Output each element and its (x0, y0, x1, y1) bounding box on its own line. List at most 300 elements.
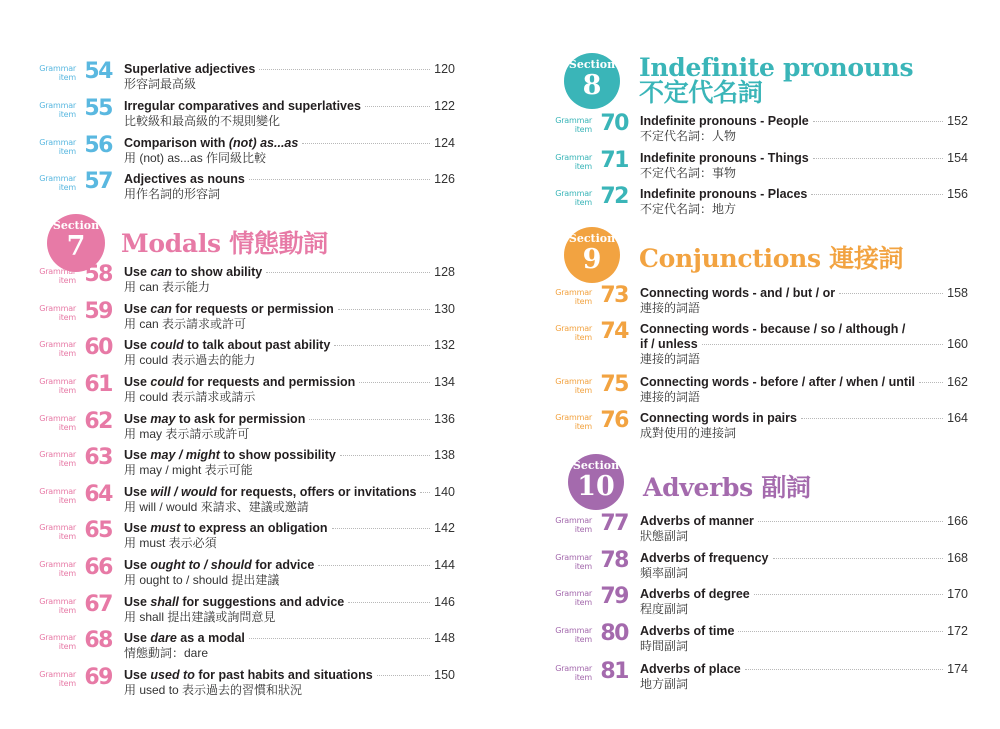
entry-title-italic: used to (150, 668, 195, 682)
section-9-badge-icon (564, 227, 620, 283)
entry-chinese-subtitle: 用 may / might 表示可能 (124, 463, 253, 477)
entry-title-row (640, 514, 968, 529)
entry-title-text: Use (124, 412, 151, 426)
page-number[interactable]: 124 (434, 136, 455, 150)
entry-title-text: Adjectives as nouns (124, 172, 245, 186)
entry-title-row (640, 114, 968, 129)
grammar-label-line2: item (58, 147, 76, 156)
dot-leader (919, 382, 943, 383)
grammar-label-line2: item (58, 496, 76, 505)
entry-title-text: Irregular comparatives and superlatives (124, 99, 361, 113)
page-number[interactable]: 140 (434, 485, 455, 499)
dot-leader (359, 382, 430, 383)
grammar-label-line1: Grammar (555, 116, 592, 125)
entry-title-text: Indefinite pronouns - Things (640, 151, 809, 165)
entry-chinese-subtitle: 不定代名詞：地方 (640, 202, 737, 216)
entry-text (124, 265, 455, 295)
page-number[interactable]: 130 (434, 302, 455, 316)
grammar-label-line2: item (58, 606, 76, 615)
page-number[interactable]: 170 (947, 587, 968, 601)
grammar-label-line2: item (574, 562, 592, 571)
entry-title-italic: may / might (150, 448, 220, 462)
entry-title-text: Use (124, 668, 151, 682)
page-number[interactable]: 142 (434, 521, 455, 535)
entry-title-italic: ought to / should (150, 558, 252, 572)
entry-title-text: Use (124, 448, 151, 462)
entry-title[interactable] (640, 551, 769, 566)
grammar-label-line1: Grammar (555, 626, 592, 635)
entry-text (124, 136, 455, 166)
dot-leader (773, 558, 944, 559)
section-number: 9 (582, 244, 602, 275)
grammar-item-badge (39, 96, 112, 129)
grammar-item-label (555, 153, 592, 171)
entry-chinese-subtitle: 連接的詞語 (640, 390, 701, 404)
grammar-item-label (555, 324, 592, 342)
page-number[interactable]: 132 (434, 338, 455, 352)
grammar-label-line2: item (58, 73, 76, 82)
entry-title-row (640, 151, 968, 166)
entry-text (124, 595, 455, 625)
toc-entry-78[interactable] (555, 548, 968, 587)
toc-entry-54[interactable] (39, 59, 455, 98)
entry-title[interactable] (124, 136, 298, 151)
grammar-item-number: 80 (600, 621, 628, 646)
entry-title[interactable] (124, 338, 330, 353)
entry-title[interactable] (640, 151, 809, 166)
grammar-label-line2: item (58, 349, 76, 358)
grammar-label-line2: item (574, 162, 592, 171)
grammar-label-line2: item (574, 673, 592, 682)
grammar-item-label (39, 597, 76, 615)
entry-title-italic: can (150, 265, 172, 279)
toc-entry-57[interactable] (39, 169, 455, 208)
toc-entry-64[interactable] (39, 482, 455, 521)
toc-entry-73[interactable] (555, 283, 968, 322)
toc-entry-59[interactable] (39, 299, 455, 338)
grammar-label-line2: item (58, 423, 76, 432)
dot-leader (334, 345, 430, 346)
toc-entry-61[interactable] (39, 372, 455, 411)
dot-leader (811, 194, 943, 195)
grammar-item-number: 78 (600, 548, 628, 573)
entry-title-row (124, 668, 455, 683)
section-8-title-zh: 不定代名詞 (639, 78, 763, 107)
right-page (500, 0, 1000, 729)
page-number[interactable]: 154 (947, 151, 968, 165)
entry-title-row (124, 99, 455, 114)
grammar-item-badge (555, 408, 628, 441)
toc-entry-68[interactable] (39, 628, 455, 667)
grammar-item-label (555, 189, 592, 207)
grammar-label-line1: Grammar (39, 633, 76, 642)
toc-entry-62[interactable] (39, 409, 455, 448)
dot-leader (754, 594, 943, 595)
dot-leader (420, 492, 430, 493)
grammar-item-number: 67 (84, 592, 112, 617)
entry-title[interactable] (640, 411, 797, 426)
toc-entry-75[interactable] (555, 372, 968, 411)
entry-text (124, 99, 455, 129)
entry-title[interactable] (124, 412, 305, 427)
entry-title-text: Adverbs of time (640, 624, 735, 638)
entry-title[interactable] (124, 302, 334, 317)
grammar-label-line1: Grammar (555, 553, 592, 562)
entry-text (124, 668, 455, 698)
entry-chinese-subtitle: 連接的詞語 (640, 352, 701, 366)
dot-leader (377, 675, 430, 676)
entry-chinese-subtitle: 形容詞最高級 (124, 77, 197, 91)
grammar-item-badge (555, 111, 628, 144)
page-number[interactable]: 164 (947, 411, 968, 425)
entry-chinese-subtitle: 用 could 表示過去的能力 (124, 353, 256, 367)
grammar-item-number: 72 (600, 184, 628, 209)
section-number: 10 (577, 471, 615, 502)
entry-text (640, 662, 968, 692)
toc-entry-76[interactable] (555, 408, 968, 447)
page-number[interactable]: 120 (434, 62, 455, 76)
toc-entry-58[interactable] (39, 262, 455, 301)
grammar-label-line1: Grammar (555, 153, 592, 162)
grammar-item-label (39, 174, 76, 192)
dot-leader (332, 528, 431, 529)
section-number: 8 (582, 70, 602, 101)
entry-title-italic: dare (150, 631, 177, 645)
entry-title-row (124, 172, 455, 187)
dot-leader (365, 106, 430, 107)
entry-title[interactable] (124, 62, 255, 77)
entry-chinese-subtitle: 不定代名詞：人物 (640, 129, 737, 143)
page-number[interactable]: 144 (434, 558, 455, 572)
toc-entry-67[interactable] (39, 592, 455, 631)
page-number[interactable]: 136 (434, 412, 455, 426)
entry-chinese-subtitle: 用 used to 表示過去的習慣和狀況 (124, 683, 303, 697)
entry-title-text: Adverbs of manner (640, 514, 754, 528)
entry-chinese-subtitle: 不定代名詞：事物 (640, 166, 737, 180)
entry-text (124, 412, 455, 442)
toc-entry-56[interactable] (39, 133, 455, 172)
grammar-label-line2: item (574, 598, 592, 607)
entry-title-text: Use (124, 521, 151, 535)
grammar-item-number: 60 (84, 335, 112, 360)
entry-title[interactable] (124, 172, 245, 187)
grammar-label-line1: Grammar (39, 174, 76, 183)
entry-title-text: Use (124, 558, 151, 572)
dot-leader (758, 521, 943, 522)
entry-title-text: Use (124, 485, 151, 499)
entry-chinese-subtitle: 用 may 表示請示或許可 (124, 427, 250, 441)
page-number[interactable]: 156 (947, 187, 968, 201)
page-number[interactable]: 172 (947, 624, 968, 638)
dot-leader (839, 293, 943, 294)
entry-chinese-subtitle: 用作名詞的形容詞 (124, 187, 221, 201)
entry-text (640, 151, 968, 181)
grammar-item-label (39, 101, 76, 119)
grammar-label-line2: item (574, 125, 592, 134)
page-number[interactable]: 128 (434, 265, 455, 279)
entry-text (640, 114, 968, 144)
entry-title[interactable] (640, 514, 754, 529)
page-number[interactable]: 174 (947, 662, 968, 676)
entry-title-text-post: to show possibility (219, 448, 336, 462)
entry-title-row (124, 338, 455, 353)
entry-title-text: if / unless (640, 337, 698, 351)
entry-title-italic: can (150, 302, 172, 316)
dot-leader (738, 631, 943, 632)
entry-title-italic: (not) as...as (228, 136, 299, 150)
entry-title-row (640, 286, 968, 301)
grammar-item-label (39, 560, 76, 578)
entry-title[interactable] (640, 286, 835, 301)
grammar-label-line2: item (58, 532, 76, 541)
entry-chinese-subtitle: 狀態副詞 (640, 529, 689, 543)
entry-title-row (124, 265, 455, 280)
toc-entry-60[interactable] (39, 335, 455, 374)
grammar-item-badge (39, 518, 112, 551)
grammar-label-line2: item (574, 333, 592, 342)
grammar-item-label (39, 487, 76, 505)
entry-text (640, 587, 968, 617)
grammar-item-badge (39, 592, 112, 625)
entry-title[interactable] (124, 521, 328, 536)
entry-text (124, 521, 455, 551)
page-number[interactable]: 126 (434, 172, 455, 186)
toc-entry-69[interactable] (39, 665, 455, 704)
grammar-item-badge (39, 445, 112, 478)
page-number[interactable]: 134 (434, 375, 455, 389)
entry-title[interactable] (124, 448, 336, 463)
entry-text (640, 551, 968, 581)
entry-title-line1: Connecting words - because / so / although / (640, 322, 906, 336)
entry-title-text: Use (124, 338, 151, 352)
grammar-item-number: 63 (84, 445, 112, 470)
grammar-item-number: 75 (600, 372, 628, 397)
entry-title-row (640, 662, 968, 677)
page-number[interactable]: 148 (434, 631, 455, 645)
grammar-item-badge (39, 335, 112, 368)
grammar-item-label (555, 288, 592, 306)
entry-text (640, 624, 968, 654)
toc-entry-66[interactable] (39, 555, 455, 594)
grammar-label-line1: Grammar (39, 304, 76, 313)
grammar-item-number: 66 (84, 555, 112, 580)
entry-title[interactable] (640, 624, 734, 639)
grammar-item-number: 57 (84, 169, 112, 194)
entry-title-text-post: to show ability (171, 265, 263, 279)
grammar-item-badge (555, 184, 628, 217)
grammar-item-number: 70 (600, 111, 628, 136)
page-number[interactable]: 162 (947, 375, 968, 389)
grammar-item-label (555, 116, 592, 134)
entry-title-italic: shall (150, 595, 179, 609)
entry-chinese-subtitle: 用 (not) as...as 作同級比較 (124, 151, 267, 165)
entry-title[interactable] (124, 265, 262, 280)
entry-title-row (640, 337, 968, 352)
entry-title[interactable] (640, 337, 698, 352)
page-number[interactable]: 158 (947, 286, 968, 300)
entry-text (124, 558, 455, 588)
entry-title[interactable] (640, 375, 915, 390)
entry-title-text-post: for requests and permission (183, 375, 356, 389)
entry-title-row (124, 62, 455, 77)
entry-title-text-post: as a modal (176, 631, 245, 645)
entry-title-row (640, 587, 968, 602)
grammar-label-line2: item (574, 635, 592, 644)
entry-title[interactable] (640, 114, 809, 129)
page-number[interactable]: 146 (434, 595, 455, 609)
dot-leader (813, 121, 943, 122)
toc-entry-55[interactable] (39, 96, 455, 135)
entry-title-text-post: for requests or permission (171, 302, 334, 316)
dot-leader (338, 309, 430, 310)
entry-title[interactable] (124, 631, 245, 646)
grammar-item-badge (555, 659, 628, 692)
entry-chinese-subtitle: 用 must 表示必須 (124, 536, 217, 550)
grammar-label-line1: Grammar (39, 597, 76, 606)
entry-title-text-post: to talk about past ability (183, 338, 331, 352)
entry-text (124, 631, 455, 661)
entry-text (124, 485, 455, 515)
grammar-item-label (39, 377, 76, 395)
entry-title[interactable] (640, 662, 741, 677)
page-number[interactable]: 166 (947, 514, 968, 528)
toc-entry-79[interactable] (555, 584, 968, 623)
grammar-item-number: 68 (84, 628, 112, 653)
grammar-label-line1: Grammar (555, 516, 592, 525)
entry-title[interactable] (124, 99, 361, 114)
toc-entry-72[interactable] (555, 184, 968, 223)
entry-title[interactable] (640, 187, 807, 202)
grammar-item-badge (39, 59, 112, 92)
grammar-item-label (39, 414, 76, 432)
page-number[interactable]: 122 (434, 99, 455, 113)
toc-entry-80[interactable] (555, 621, 968, 660)
section-label: Section (572, 459, 620, 472)
entry-chinese-subtitle: 情態動詞：dare (124, 646, 209, 660)
grammar-item-badge (555, 372, 628, 405)
grammar-item-number: 58 (84, 262, 112, 287)
page-number[interactable]: 160 (947, 337, 968, 351)
grammar-item-number: 73 (600, 283, 628, 308)
grammar-item-label (39, 340, 76, 358)
grammar-item-label (555, 664, 592, 682)
grammar-item-number: 55 (84, 96, 112, 121)
entry-title-text-post: to ask for permission (175, 412, 306, 426)
page-number[interactable]: 150 (434, 668, 455, 682)
entry-title-italic: could (150, 375, 184, 389)
grammar-item-number: 56 (84, 133, 112, 158)
grammar-label-line1: Grammar (39, 64, 76, 73)
grammar-label-line2: item (574, 422, 592, 431)
entry-title-text: Indefinite pronouns - Places (640, 187, 808, 201)
toc-entry-77[interactable] (555, 511, 968, 550)
page-number[interactable]: 152 (947, 114, 968, 128)
section-label: Section (52, 219, 100, 232)
section-8-title-en: Indefinite pronouns (639, 53, 914, 82)
section-label: Section (568, 58, 616, 71)
grammar-item-label (555, 516, 592, 534)
entry-chinese-subtitle: 用 will / would 來請求、建議或邀請 (124, 500, 309, 514)
grammar-label-line1: Grammar (39, 340, 76, 349)
entry-chinese-subtitle: 頻率副詞 (640, 566, 689, 580)
grammar-item-label (555, 413, 592, 431)
grammar-label-line1: Grammar (555, 413, 592, 422)
entry-chinese-subtitle: 地方副詞 (640, 677, 689, 691)
grammar-label-line2: item (58, 679, 76, 688)
toc-entry-65[interactable] (39, 518, 455, 557)
entry-title-row (640, 187, 968, 202)
grammar-label-line1: Grammar (39, 487, 76, 496)
grammar-item-badge (39, 299, 112, 332)
grammar-label-line2: item (574, 297, 592, 306)
entry-text (640, 411, 968, 441)
entry-title-text-post: for past habits and situations (194, 668, 373, 682)
toc-entry-81[interactable] (555, 659, 968, 698)
grammar-label-line1: Grammar (39, 414, 76, 423)
dot-leader (702, 344, 943, 345)
toc-entry-74[interactable] (555, 319, 968, 372)
grammar-label-line1: Grammar (39, 267, 76, 276)
dot-leader (266, 272, 430, 273)
entry-title[interactable] (124, 558, 314, 573)
grammar-label-line2: item (574, 386, 592, 395)
toc-entry-63[interactable] (39, 445, 455, 484)
grammar-item-number: 64 (84, 482, 112, 507)
entry-title[interactable] (124, 595, 344, 610)
entry-title-row (124, 448, 455, 463)
entry-title[interactable] (124, 485, 416, 500)
grammar-item-number: 69 (84, 665, 112, 690)
grammar-item-label (39, 633, 76, 651)
page-number[interactable]: 138 (434, 448, 455, 462)
entry-title[interactable] (124, 375, 355, 390)
entry-chinese-subtitle: 用 can 表示能力 (124, 280, 211, 294)
toc-entry-70[interactable] (555, 111, 968, 150)
dot-leader (340, 455, 430, 456)
grammar-label-line2: item (58, 642, 76, 651)
grammar-item-badge (39, 169, 112, 202)
entry-title-text-post: for advice (251, 558, 315, 572)
dot-leader (801, 418, 943, 419)
grammar-item-number: 59 (84, 299, 112, 324)
entry-title[interactable] (640, 587, 750, 602)
entry-chinese-subtitle: 用 ought to / should 提出建議 (124, 573, 280, 587)
entry-title-row (124, 558, 455, 573)
entry-chinese-subtitle: 時間副詞 (640, 639, 689, 653)
grammar-label-line1: Grammar (555, 377, 592, 386)
grammar-label-line1: Grammar (39, 560, 76, 569)
dot-leader (249, 638, 430, 639)
grammar-item-label (555, 589, 592, 607)
grammar-item-badge (555, 283, 628, 316)
entry-title-row (640, 624, 968, 639)
entry-title-text: Connecting words - and / but / or (640, 286, 836, 300)
grammar-item-number: 61 (84, 372, 112, 397)
entry-title-row (124, 485, 455, 500)
page-number[interactable]: 168 (947, 551, 968, 565)
grammar-label-line1: Grammar (555, 189, 592, 198)
grammar-label-line2: item (58, 313, 76, 322)
grammar-label-line2: item (58, 459, 76, 468)
entry-title[interactable] (124, 668, 373, 683)
entry-text (124, 375, 455, 405)
grammar-item-number: 79 (600, 584, 628, 609)
toc-entry-71[interactable] (555, 148, 968, 187)
dot-leader (813, 158, 943, 159)
grammar-item-number: 71 (600, 148, 628, 173)
entry-title-row (640, 375, 968, 390)
grammar-item-badge (555, 148, 628, 181)
